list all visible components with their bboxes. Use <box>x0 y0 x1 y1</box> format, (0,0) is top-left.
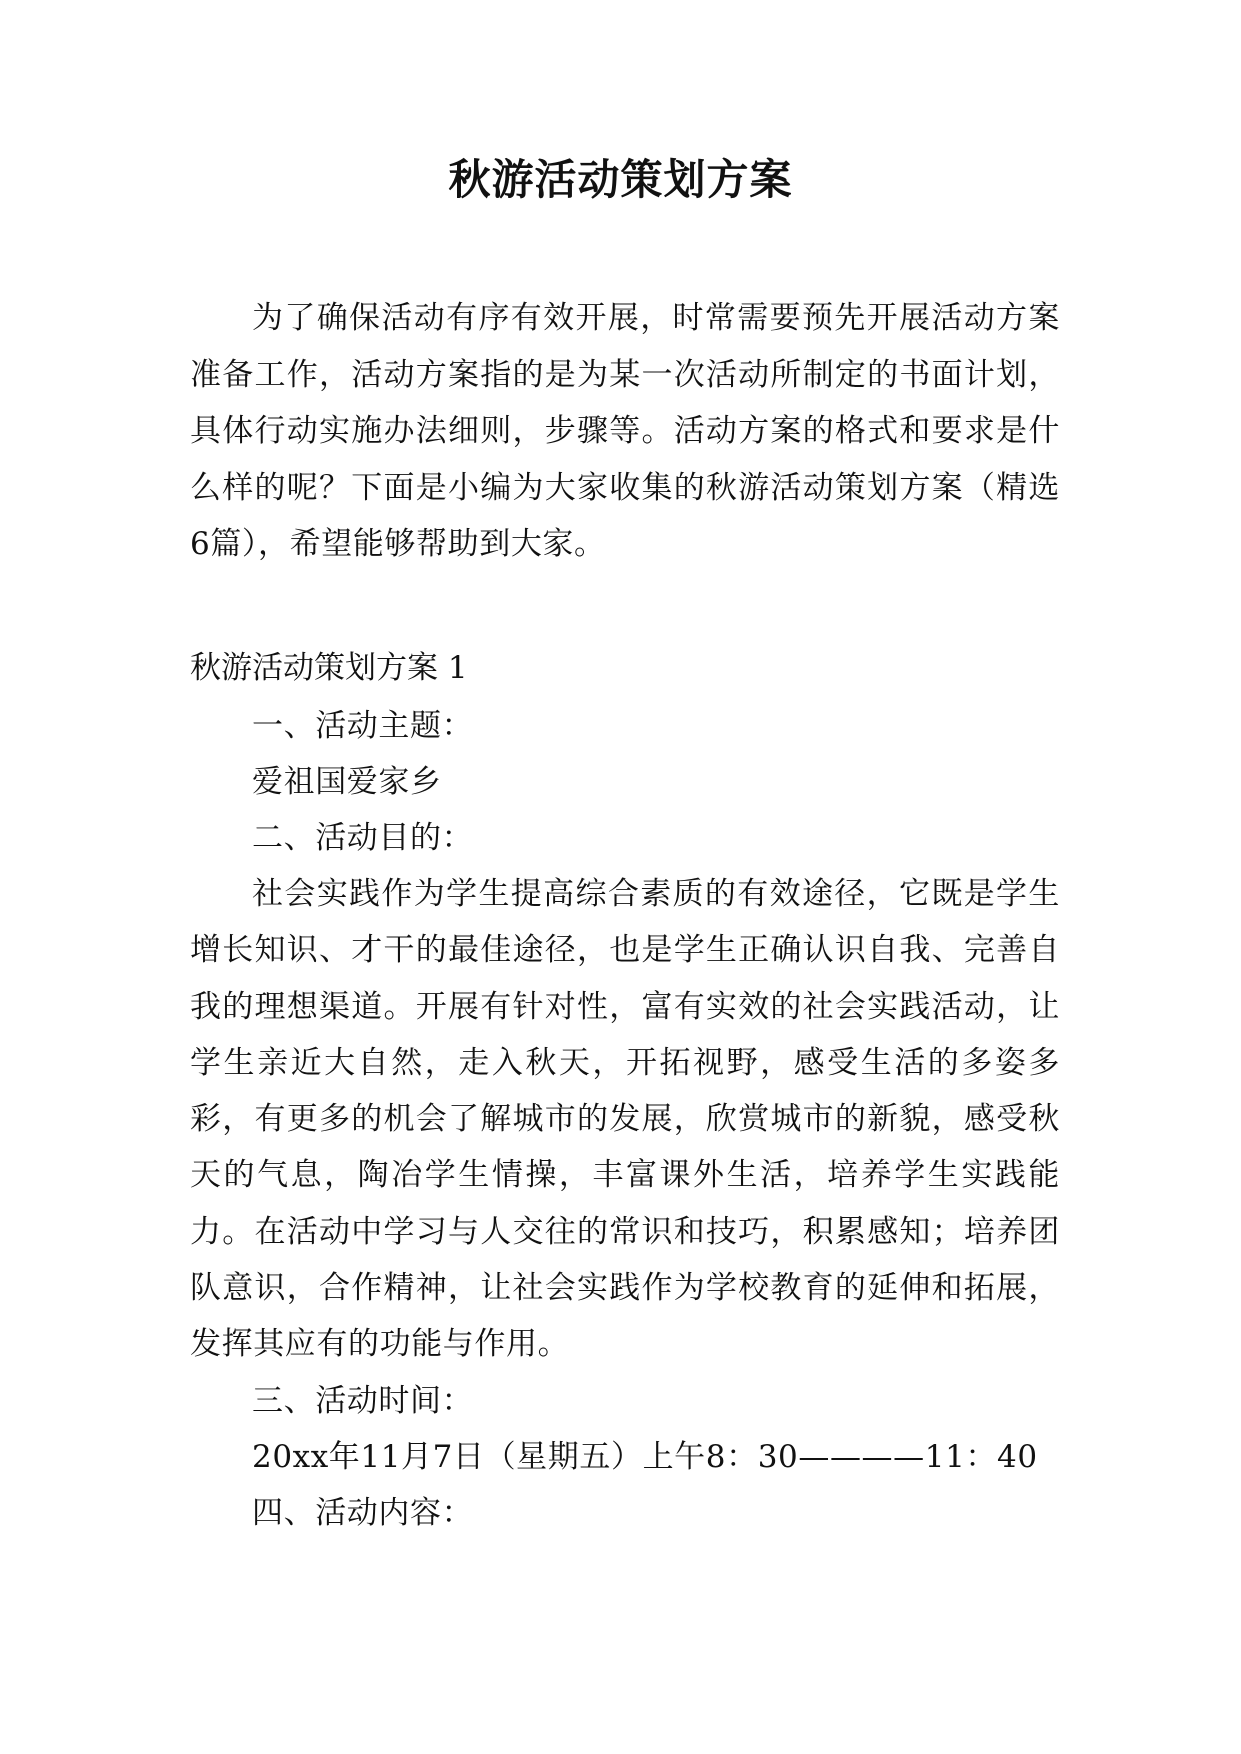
heading-activity-theme: 一、活动主题： <box>252 708 474 744</box>
activity-theme-text: 爱祖国爱家乡 <box>252 764 442 800</box>
heading-activity-content: 四、活动内容： <box>252 1494 474 1531</box>
section-heading: 秋游活动策划方案 1 <box>190 650 468 686</box>
section-body <box>190 698 1060 1541</box>
document-title: 秋游活动策划方案 <box>448 155 793 204</box>
heading-activity-purpose: 二、活动目的： <box>252 820 474 856</box>
activity-time-text: 20xx年11月7日（星期五）上午8：30————11：40 <box>252 1438 1038 1475</box>
heading-activity-time: 三、活动时间： <box>252 1382 474 1419</box>
intro-paragraph: 为了确保活动有序有效开展，时常需要预先开展活动方案准备工作，活动方案指的是为某一次活动所制定的书面计划，具体行动实施办法细则，步骤等。活动方案的格式和要求是什么样的呢？下面是小编为大家收集的秋游活动策划方案（精选6篇），希望能够帮助到大家。 <box>190 300 1060 562</box>
activity-purpose-text: 社会实践作为学生提高综合素质的有效途径，它既是学生增长知识、才干的最佳途径，也是学生正确认识自我、完善自我的理想渠道。开展有针对性，富有实效的社会实践活动，让学生亲近大自然，走入秋天，开拓视野，感受生活的多姿多彩，有更多的机会了解城市的发展，欣赏城市的新貌，感受秋天的气息，陶冶学生情操，丰富课外生活，培养学生实践能力。在活动中学习与人交往的常识和技巧，积累感知；培养团队意识，合作精神，让社会实践作为学校教育的延伸和拓展，发挥其应有的功能与作用。 <box>190 876 1060 1363</box>
